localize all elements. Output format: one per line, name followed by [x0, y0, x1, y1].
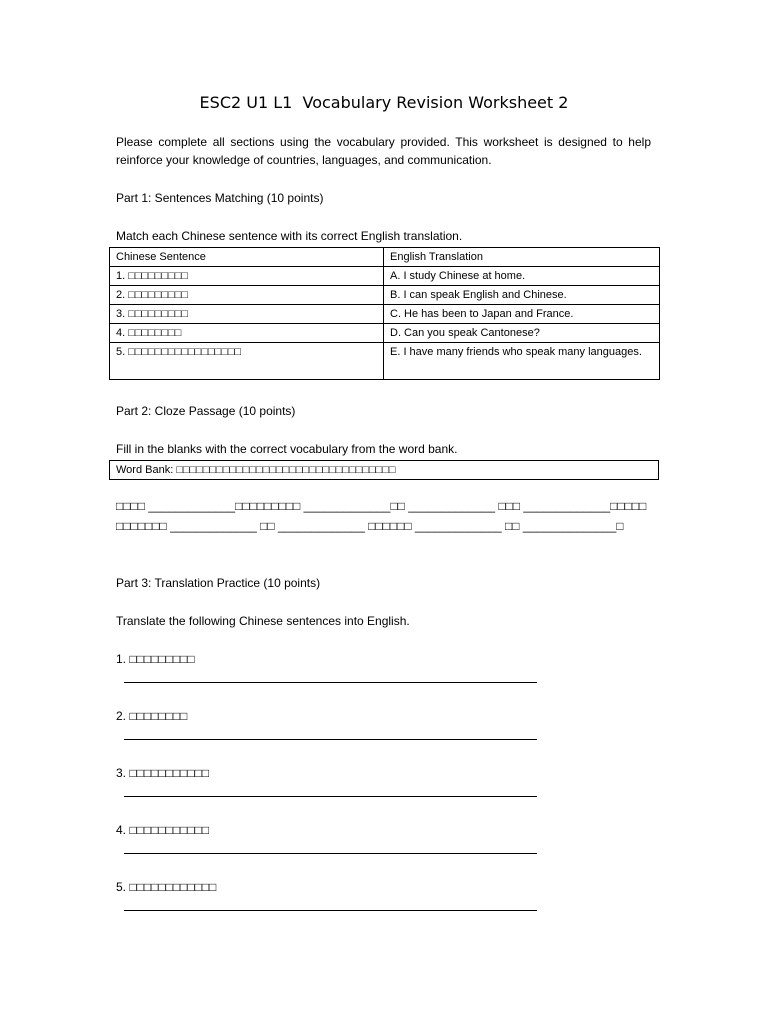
chinese-sentence: 5. □□□□□□□□□□□□□□□□□	[110, 343, 384, 380]
part3-heading: Part 3: Translation Practice (10 points)	[116, 576, 321, 590]
answer-line[interactable]	[124, 853, 537, 854]
table-row	[110, 267, 660, 286]
table-row	[110, 305, 660, 324]
column-header-english: English Translation	[384, 248, 660, 267]
chinese-sentence: 1. □□□□□□□□□	[110, 267, 384, 286]
english-translation: E. I have many friends who speak many languages.	[384, 343, 660, 380]
word-bank: Word Bank: □□□□□□□□□□□□□□□□□□□□□□□□□□□□□□□□□	[109, 460, 659, 480]
column-header-chinese: Chinese Sentence	[110, 248, 384, 267]
chinese-sentence: 4. □□□□□□□□	[110, 324, 384, 343]
english-translation: D. Can you speak Cantonese?	[384, 324, 660, 343]
worksheet-title: ESC2 U1 L1 Vocabulary Revision Worksheet 2	[199, 93, 569, 112]
translation-item: 3. □□□□□□□□□□□	[116, 766, 210, 780]
translation-item: 5. □□□□□□□□□□□□	[116, 880, 217, 894]
part2-heading: Part 2: Cloze Passage (10 points)	[116, 404, 296, 418]
translation-item: 2. □□□□□□□□	[116, 709, 188, 723]
english-translation: C. He has been to Japan and France.	[384, 305, 660, 324]
chinese-sentence: 3. □□□□□□□□□	[110, 305, 384, 324]
translation-item: 1. □□□□□□□□□	[116, 652, 195, 666]
part2-instruction: Fill in the blanks with the correct vocabulary from the word bank.	[116, 442, 458, 456]
english-translation: A. I study Chinese at home.	[384, 267, 660, 286]
table-row	[110, 286, 660, 305]
matching-table	[109, 247, 660, 380]
cloze-passage: □□□□ _____________□□□□□□□□□ _____________□□ _____________ □□□ _____________□□□□□□□□□□□□ _____________ □□ _____________ □□□□□□ _____________ □□ ______________□	[116, 499, 647, 533]
answer-line[interactable]	[124, 796, 537, 797]
part1-heading: Part 1: Sentences Matching (10 points)	[116, 191, 324, 205]
table-row	[110, 324, 660, 343]
table-row	[110, 343, 660, 380]
table-header-row	[110, 248, 660, 267]
intro-paragraph: Please complete all sections using the vocabulary provided. This worksheet is designed to help reinforce your knowledge of countries, languages, and communication.	[116, 135, 651, 167]
part3-instruction: Translate the following Chinese sentences into English.	[116, 614, 410, 628]
part1-instruction: Match each Chinese sentence with its correct English translation.	[116, 229, 463, 243]
answer-line[interactable]	[124, 910, 537, 911]
answer-line[interactable]	[124, 739, 537, 740]
translation-item: 4. □□□□□□□□□□□	[116, 823, 210, 837]
answer-line[interactable]	[124, 682, 537, 683]
english-translation: B. I can speak English and Chinese.	[384, 286, 660, 305]
chinese-sentence: 2. □□□□□□□□□	[110, 286, 384, 305]
